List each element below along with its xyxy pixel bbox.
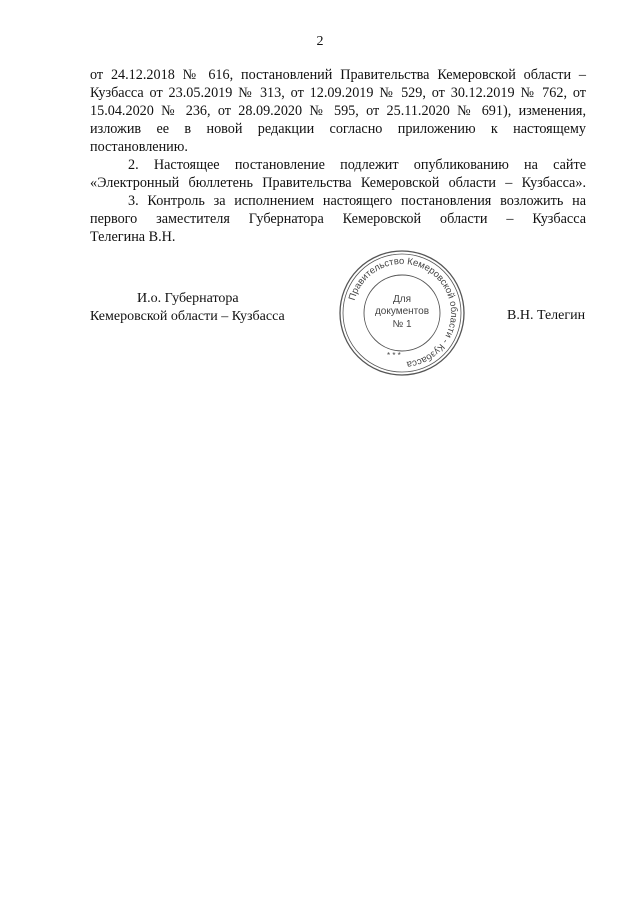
signatory-title: И.о. Губернатора bbox=[137, 291, 239, 306]
signatory-region: Кемеровской области – Кузбасса bbox=[90, 309, 285, 324]
body-line: первого заместителя Губернатора Кемеровской области – Кузбасса bbox=[90, 211, 586, 227]
body-line: постановлению. bbox=[90, 139, 188, 155]
stamp-center-line: документов bbox=[374, 306, 430, 317]
body-line: 15.04.2020 № 236, от 28.09.2020 № 595, от 25.11.2020 № 691), изменения, bbox=[90, 103, 586, 119]
body-line: 3. Контроль за исполнением настоящего постановления возложить на bbox=[128, 193, 586, 209]
body-line: изложив ее в новой редакции согласно приложению к настоящему bbox=[90, 121, 586, 137]
official-stamp bbox=[337, 248, 467, 378]
stamp-center-line: Для bbox=[392, 294, 412, 305]
body-line: Кузбасса от 23.05.2019 № 313, от 12.09.2019 № 529, от 30.12.2019 № 762, от bbox=[90, 85, 586, 101]
stamp-star-mark: * * * bbox=[387, 351, 401, 360]
body-line: Телегина В.Н. bbox=[90, 229, 176, 245]
signatory-name: В.Н. Телегин bbox=[507, 308, 586, 323]
stamp-center-line: № 1 bbox=[392, 319, 412, 330]
body-line: «Электронный бюллетень Правительства Кемеровской области – Кузбасса». bbox=[90, 175, 586, 191]
signature-block bbox=[90, 290, 310, 326]
stamp-ring-text: Правительство Кемеровской области - Кузбасса bbox=[346, 255, 460, 370]
body-line: от 24.12.2018 № 616, постановлений Правительства Кемеровской области – bbox=[90, 67, 586, 83]
page-number: 2 bbox=[316, 34, 324, 49]
body-line: 2. Настоящее постановление подлежит опубликованию на сайте bbox=[128, 157, 586, 173]
